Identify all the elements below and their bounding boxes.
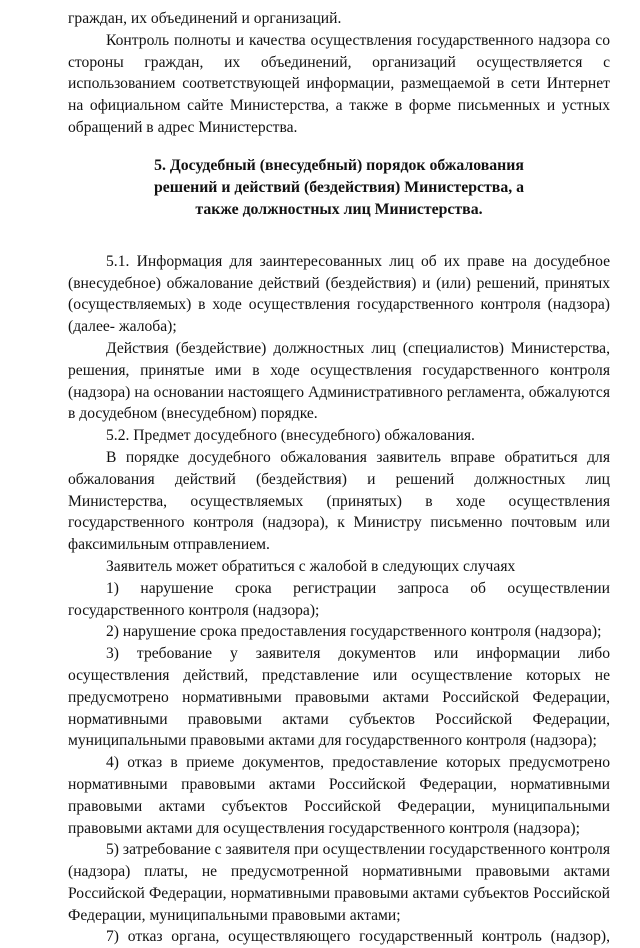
case-5: 5) затребование с заявителя при осуществлении государственного контроля (надзора) платы, не предусмотренной нормативными правовыми актами Российской Федерации, нормативными правовыми актами субъектов Российской Федерации, муниципальными правовыми актами;	[68, 841, 610, 924]
appeal-order-paragraph: В порядке досудебного обжалования заявитель вправе обратиться для обжалования действий (бездействия) и решений должностных лиц Министерства, осуществляемых (принятых) в ходе осуществления государственного контроля (надзора), к Министру письменно почтовым или факсимильным отправлением.	[68, 448, 610, 554]
case-4: 4) отказ в приеме документов, предоставление которых предусмотрено нормативными правовыми актами Российской Федерации, нормативными правовыми актами субъектов Российской Федерации, муниципальными правовыми актами для осуществления государственного контроля (надзора);	[68, 754, 610, 837]
paragraph-5-1: 5.1. Информация для заинтересованных лиц об их праве на досудебное (внесудебное) обжалование действий (бездействия) и (или) решений, принятых (осуществляемых) в ходе осуществления государственного контроля (надзора) (далее- жалоба);	[68, 252, 610, 336]
cases-intro: Заявитель может обратиться с жалобой в следующих случаях	[106, 557, 516, 575]
case-3: 3) требование у заявителя документов или информации либо осуществления действий, представление или осуществление которых не предусмотрено нормативными правовыми актами Российской Федерации, нормативными правовыми актами субъектов Российской Федерации, муниципальными правовыми актами для государственного контроля (надзора);	[68, 645, 610, 750]
case-2: 2) нарушение срока предоставления государственного контроля (надзора);	[106, 623, 602, 641]
paragraph-5-2: 5.2. Предмет досудебного (внесудебного) обжалования.	[106, 427, 475, 445]
case-1	[68, 578, 610, 622]
actions-paragraph: Действия (бездействие) должностных лиц (специалистов) Министерства, решения, принятые ими в ходе осуществления государственного контроля (надзора) на основании настоящего Административного регламента, обжалуются в досудебном (внесудебном) порядке.	[68, 339, 610, 423]
case-1-line-1: 1) нарушение срока регистрации запроса об осуществлении	[106, 579, 610, 597]
control-paragraph: Контроль полноты и качества осуществления государственного надзора со стороны граждан, их объединений, организаций осуществляется с использованием соответствующей информации, размещаемой в сети Интернет на официальном сайте Министерства, а также в форме письменных и устных обращений в адрес Министерства.	[68, 31, 610, 136]
case-7: 7) отказ органа, осуществляющего государственный контроль (надзор),	[106, 928, 610, 946]
intro-line: граждан, их объединений и организаций.	[68, 10, 342, 27]
case-1-line-2: государственного контроля (надзора);	[68, 601, 320, 619]
heading-line-2: решений и действий (бездействия) Министерства, а	[153, 178, 525, 196]
section-5-heading	[68, 155, 610, 221]
heading-line-3: также должностных лиц Министерства.	[195, 200, 483, 218]
heading-line-1: 5. Досудебный (внесудебный) порядок обжалования	[154, 156, 524, 174]
